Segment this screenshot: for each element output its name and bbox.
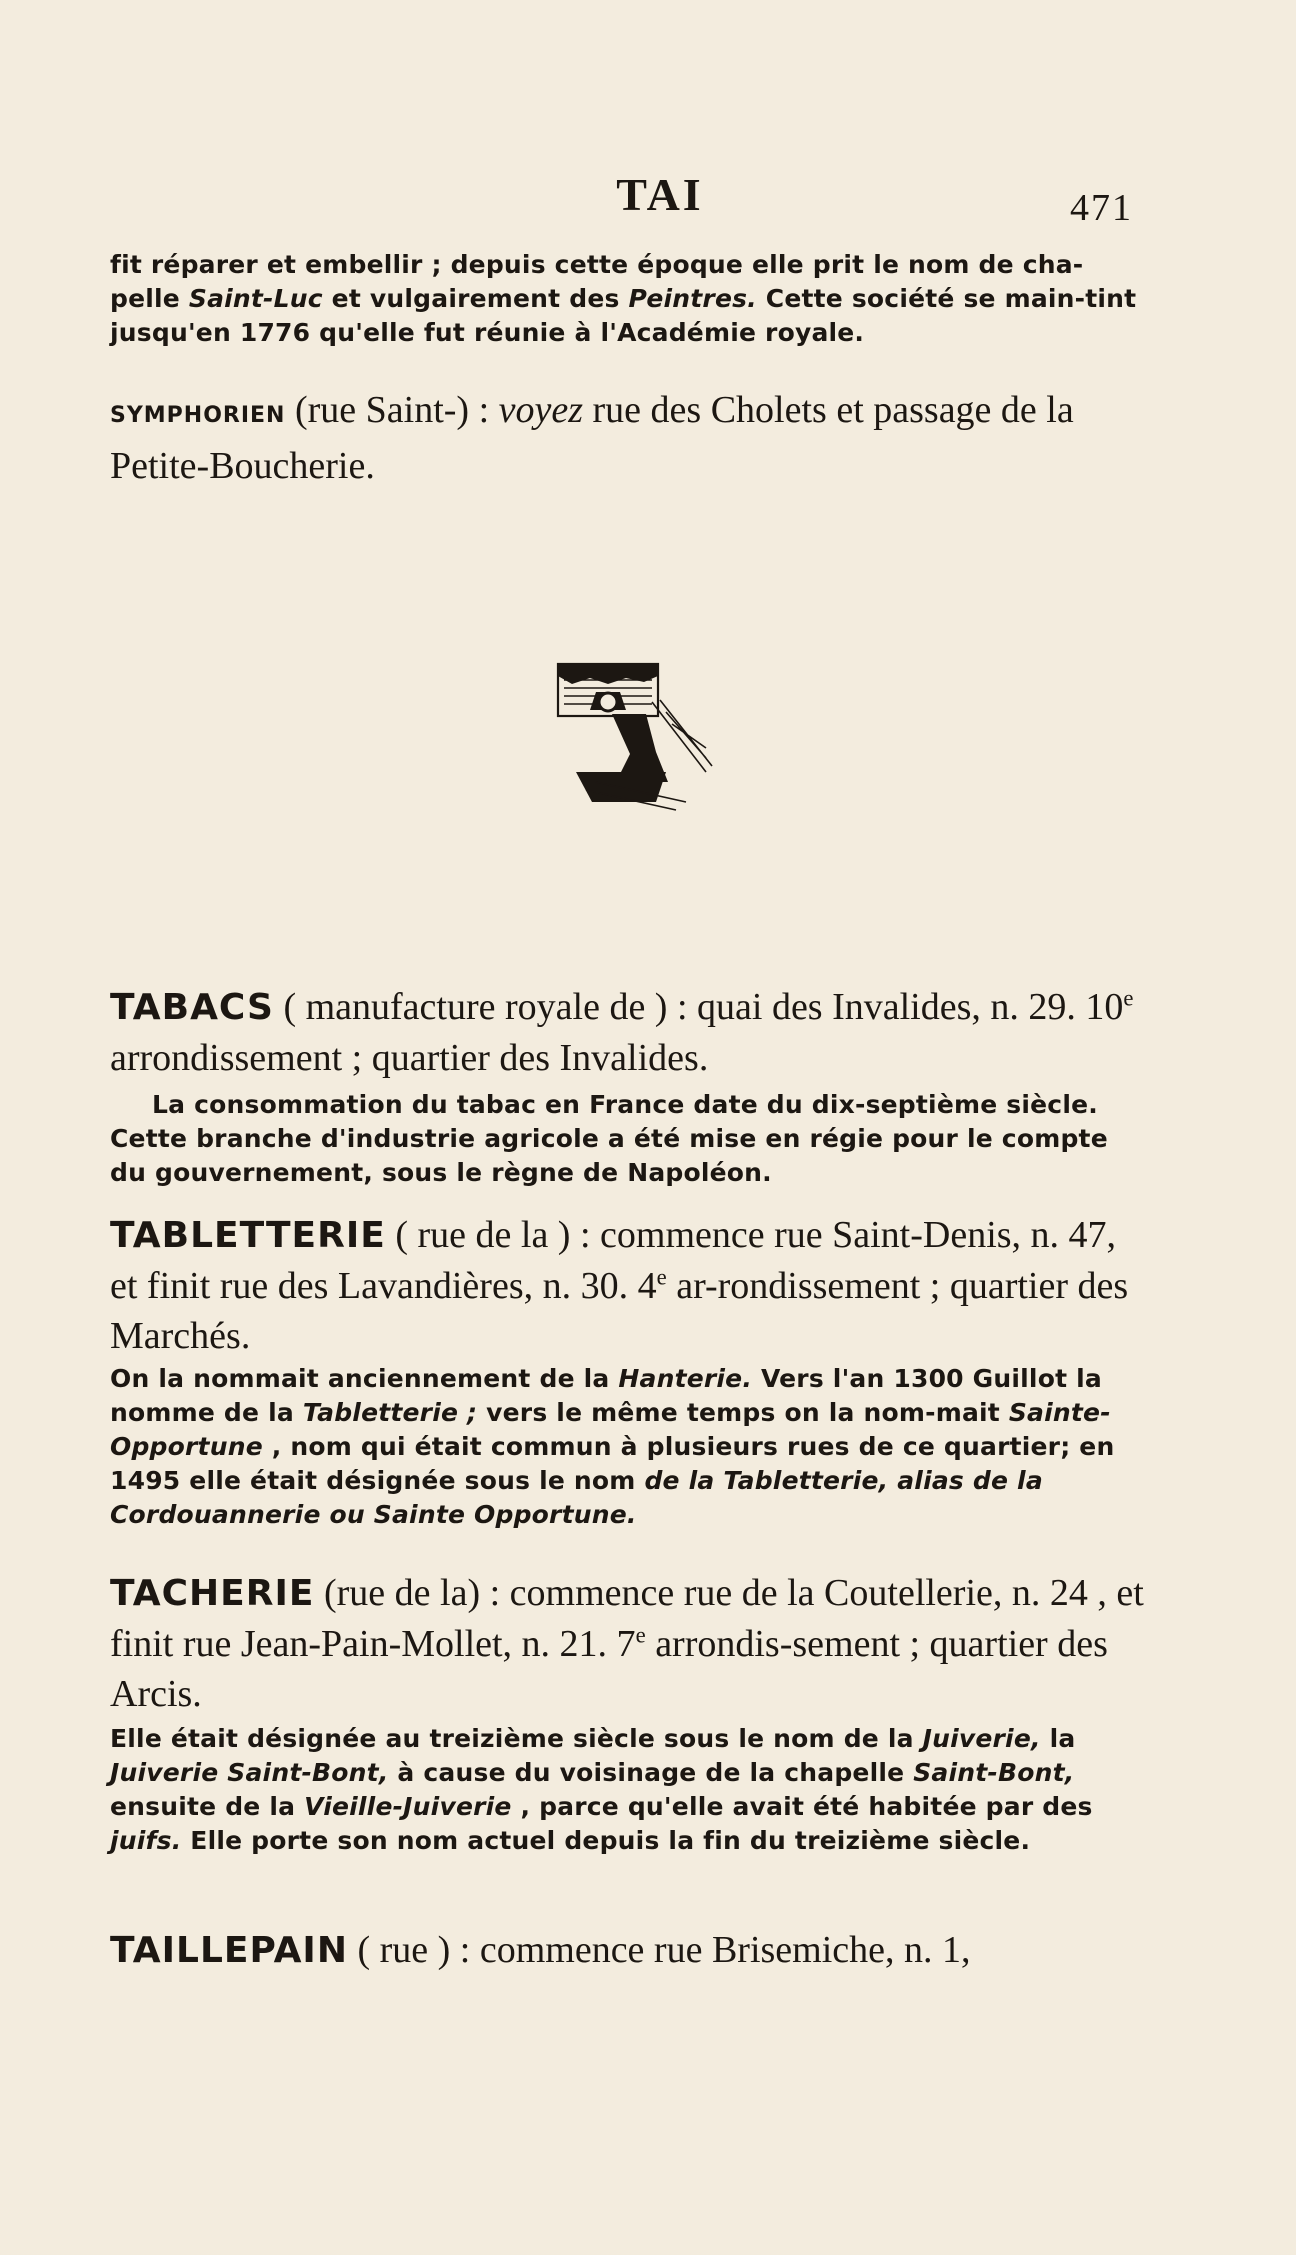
text-run: et vulgairement des xyxy=(322,284,629,313)
entry-headword: TACHERIE xyxy=(110,1573,315,1614)
entry-text: arrondis-sement ; quartier des Arcis. xyxy=(110,1623,1108,1715)
entry-text: ( rue ) : commence rue Brisemiche, n. 1, xyxy=(347,1929,971,1971)
continuation-paragraph xyxy=(110,248,1145,350)
entry-note: La consommation du tabac en France date du dix-septième siècle. Cette branche d'industrie agricole a été mise en régie pour le compte du gouvernement, sous le règne de Napoléon. xyxy=(110,1090,1108,1187)
superscript: e xyxy=(635,1622,646,1648)
note-run: , nom qui était commun à plusieurs rues de ce quartier; en 1495 elle était désignée sous le nom xyxy=(110,1432,1115,1495)
entry-tacherie xyxy=(110,1568,1145,1719)
note-tabacs xyxy=(110,1088,1145,1190)
note-italic: Sainte-Opportune xyxy=(110,1398,1111,1461)
text-run: Cette société se main-tint jusqu'en 1776 qu'elle fut réunie à l'Académie royale. xyxy=(110,284,1137,347)
note-italic: juifs. xyxy=(110,1826,182,1855)
entry-text: (rue de la) : commence rue de la Coutellerie, n. 24 , et finit rue Jean-Pain-Mollet, n. 21. 7 xyxy=(110,1572,1144,1665)
entry-headword: TABACS xyxy=(110,987,274,1028)
note-tabletterie xyxy=(110,1362,1145,1532)
entry-taillepain xyxy=(110,1925,1145,1976)
entry-headword: TAILLEPAIN xyxy=(110,1930,348,1971)
note-tacherie xyxy=(110,1722,1145,1858)
note-italic: Juiverie, xyxy=(922,1724,1041,1753)
superscript: e xyxy=(1123,985,1134,1011)
note-italic: de la Tabletterie, alias de la Cordouannerie ou Sainte Opportune. xyxy=(110,1466,1043,1529)
superscript: e xyxy=(656,1264,667,1290)
note-italic: Juiverie Saint-Bont, xyxy=(110,1758,389,1787)
entry-text: ( manufacture royale de ) : quai des Invalides, n. 29. 10 xyxy=(273,986,1124,1028)
note-italic: Hanterie. xyxy=(618,1364,753,1393)
note-run: à cause du voisinage de la chapelle xyxy=(388,1758,914,1787)
note-run: Elle porte son nom actuel depuis la fin du treizième siècle. xyxy=(181,1826,1031,1855)
entry-symphorien xyxy=(110,385,1145,491)
entry-text: ( rue de la ) : commence rue Saint-Denis, n. 47, et finit rue des Lavandières, n. 30. 4 xyxy=(110,1214,1117,1307)
running-head: TAI xyxy=(616,169,704,220)
note-run: la xyxy=(1040,1724,1076,1753)
note-italic: Vieille-Juiverie xyxy=(304,1792,512,1821)
note-run: Vers l'an 1300 Guillot la nomme de la xyxy=(110,1364,1102,1427)
entry-text: (rue Saint-) : xyxy=(285,389,499,431)
note-run: Elle était désignée au treizième siècle sous le nom de la xyxy=(110,1724,923,1753)
note-run: On la nommait anciennement de la xyxy=(110,1364,619,1393)
entry-text: arrondissement ; quartier des Invalides. xyxy=(110,1037,709,1079)
note-italic: Saint-Bont, xyxy=(913,1758,1075,1787)
note-italic: Tabletterie ; xyxy=(302,1398,478,1427)
ornamental-letter-t-icon xyxy=(556,662,716,812)
note-run: ensuite de la xyxy=(110,1792,305,1821)
text-run: fit réparer et embellir ; depuis cette époque elle prit le nom de cha-pelle xyxy=(110,250,1084,313)
entry-headword: TABLETTERIE xyxy=(110,1215,386,1256)
entry-headword: SYMPHORIEN xyxy=(110,403,286,428)
italic-run: Saint-Luc xyxy=(188,284,323,313)
entry-italic: voyez xyxy=(498,389,584,431)
entry-text: ar-rondissement ; quartier des Marchés. xyxy=(110,1265,1129,1357)
entry-tabacs xyxy=(110,982,1145,1083)
entry-text: rue des Cholets et passage de la Petite-Boucherie. xyxy=(110,389,1074,487)
note-run: , parce qu'elle avait été habitée par des xyxy=(511,1792,1093,1821)
italic-run: Peintres. xyxy=(628,284,757,313)
entry-tabletterie xyxy=(110,1210,1145,1361)
page-number: 471 xyxy=(1070,187,1133,229)
note-run: vers le même temps on la nom-mait xyxy=(477,1398,1009,1427)
